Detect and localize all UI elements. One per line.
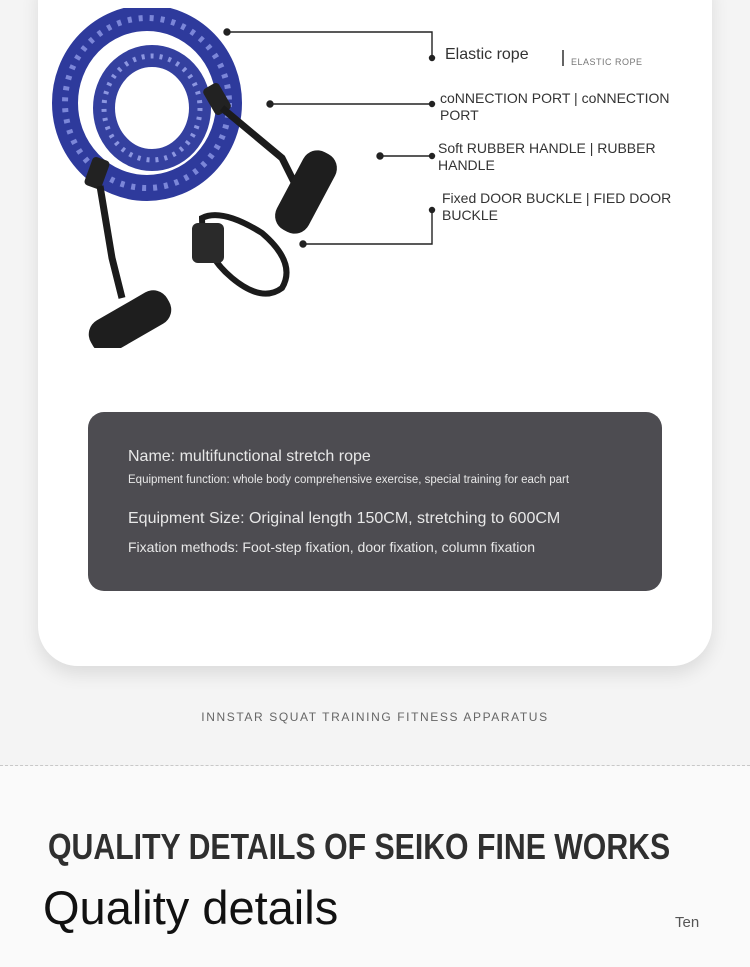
callout-door-buckle: Fixed DOOR BUCKLE | FIED DOOR BUCKLE <box>442 190 672 223</box>
callout-elastic-rope: Elastic rope <box>445 46 529 63</box>
callout-connection-port: coNNECTION PORT | coNNECTION PORT <box>440 90 670 123</box>
spec-name: Name: multifunctional stretch rope <box>128 448 371 465</box>
quality-heading-en: QUALITY DETAILS OF SEIKO FINE WORKS <box>48 826 671 867</box>
callout-rubber-handle: Soft RUBBER HANDLE | RUBBER HANDLE <box>438 140 656 173</box>
spec-fixation: Fixation methods: Foot-step fixation, door fixation, column fixation <box>128 539 535 555</box>
spec-box <box>88 412 662 591</box>
page-number: Ten <box>675 914 700 931</box>
brand-tagline: INNSTAR SQUAT TRAINING FITNESS APPARATUS <box>201 710 549 724</box>
quality-title: Quality details <box>43 881 339 934</box>
spec-size: Equipment Size: Original length 150CM, stretching to 600CM <box>128 510 561 527</box>
callout-elastic-rope-sub: ELASTIC ROPE <box>571 57 643 67</box>
spec-function: Equipment function: whole body comprehensive exercise, special training for each part <box>128 474 570 486</box>
